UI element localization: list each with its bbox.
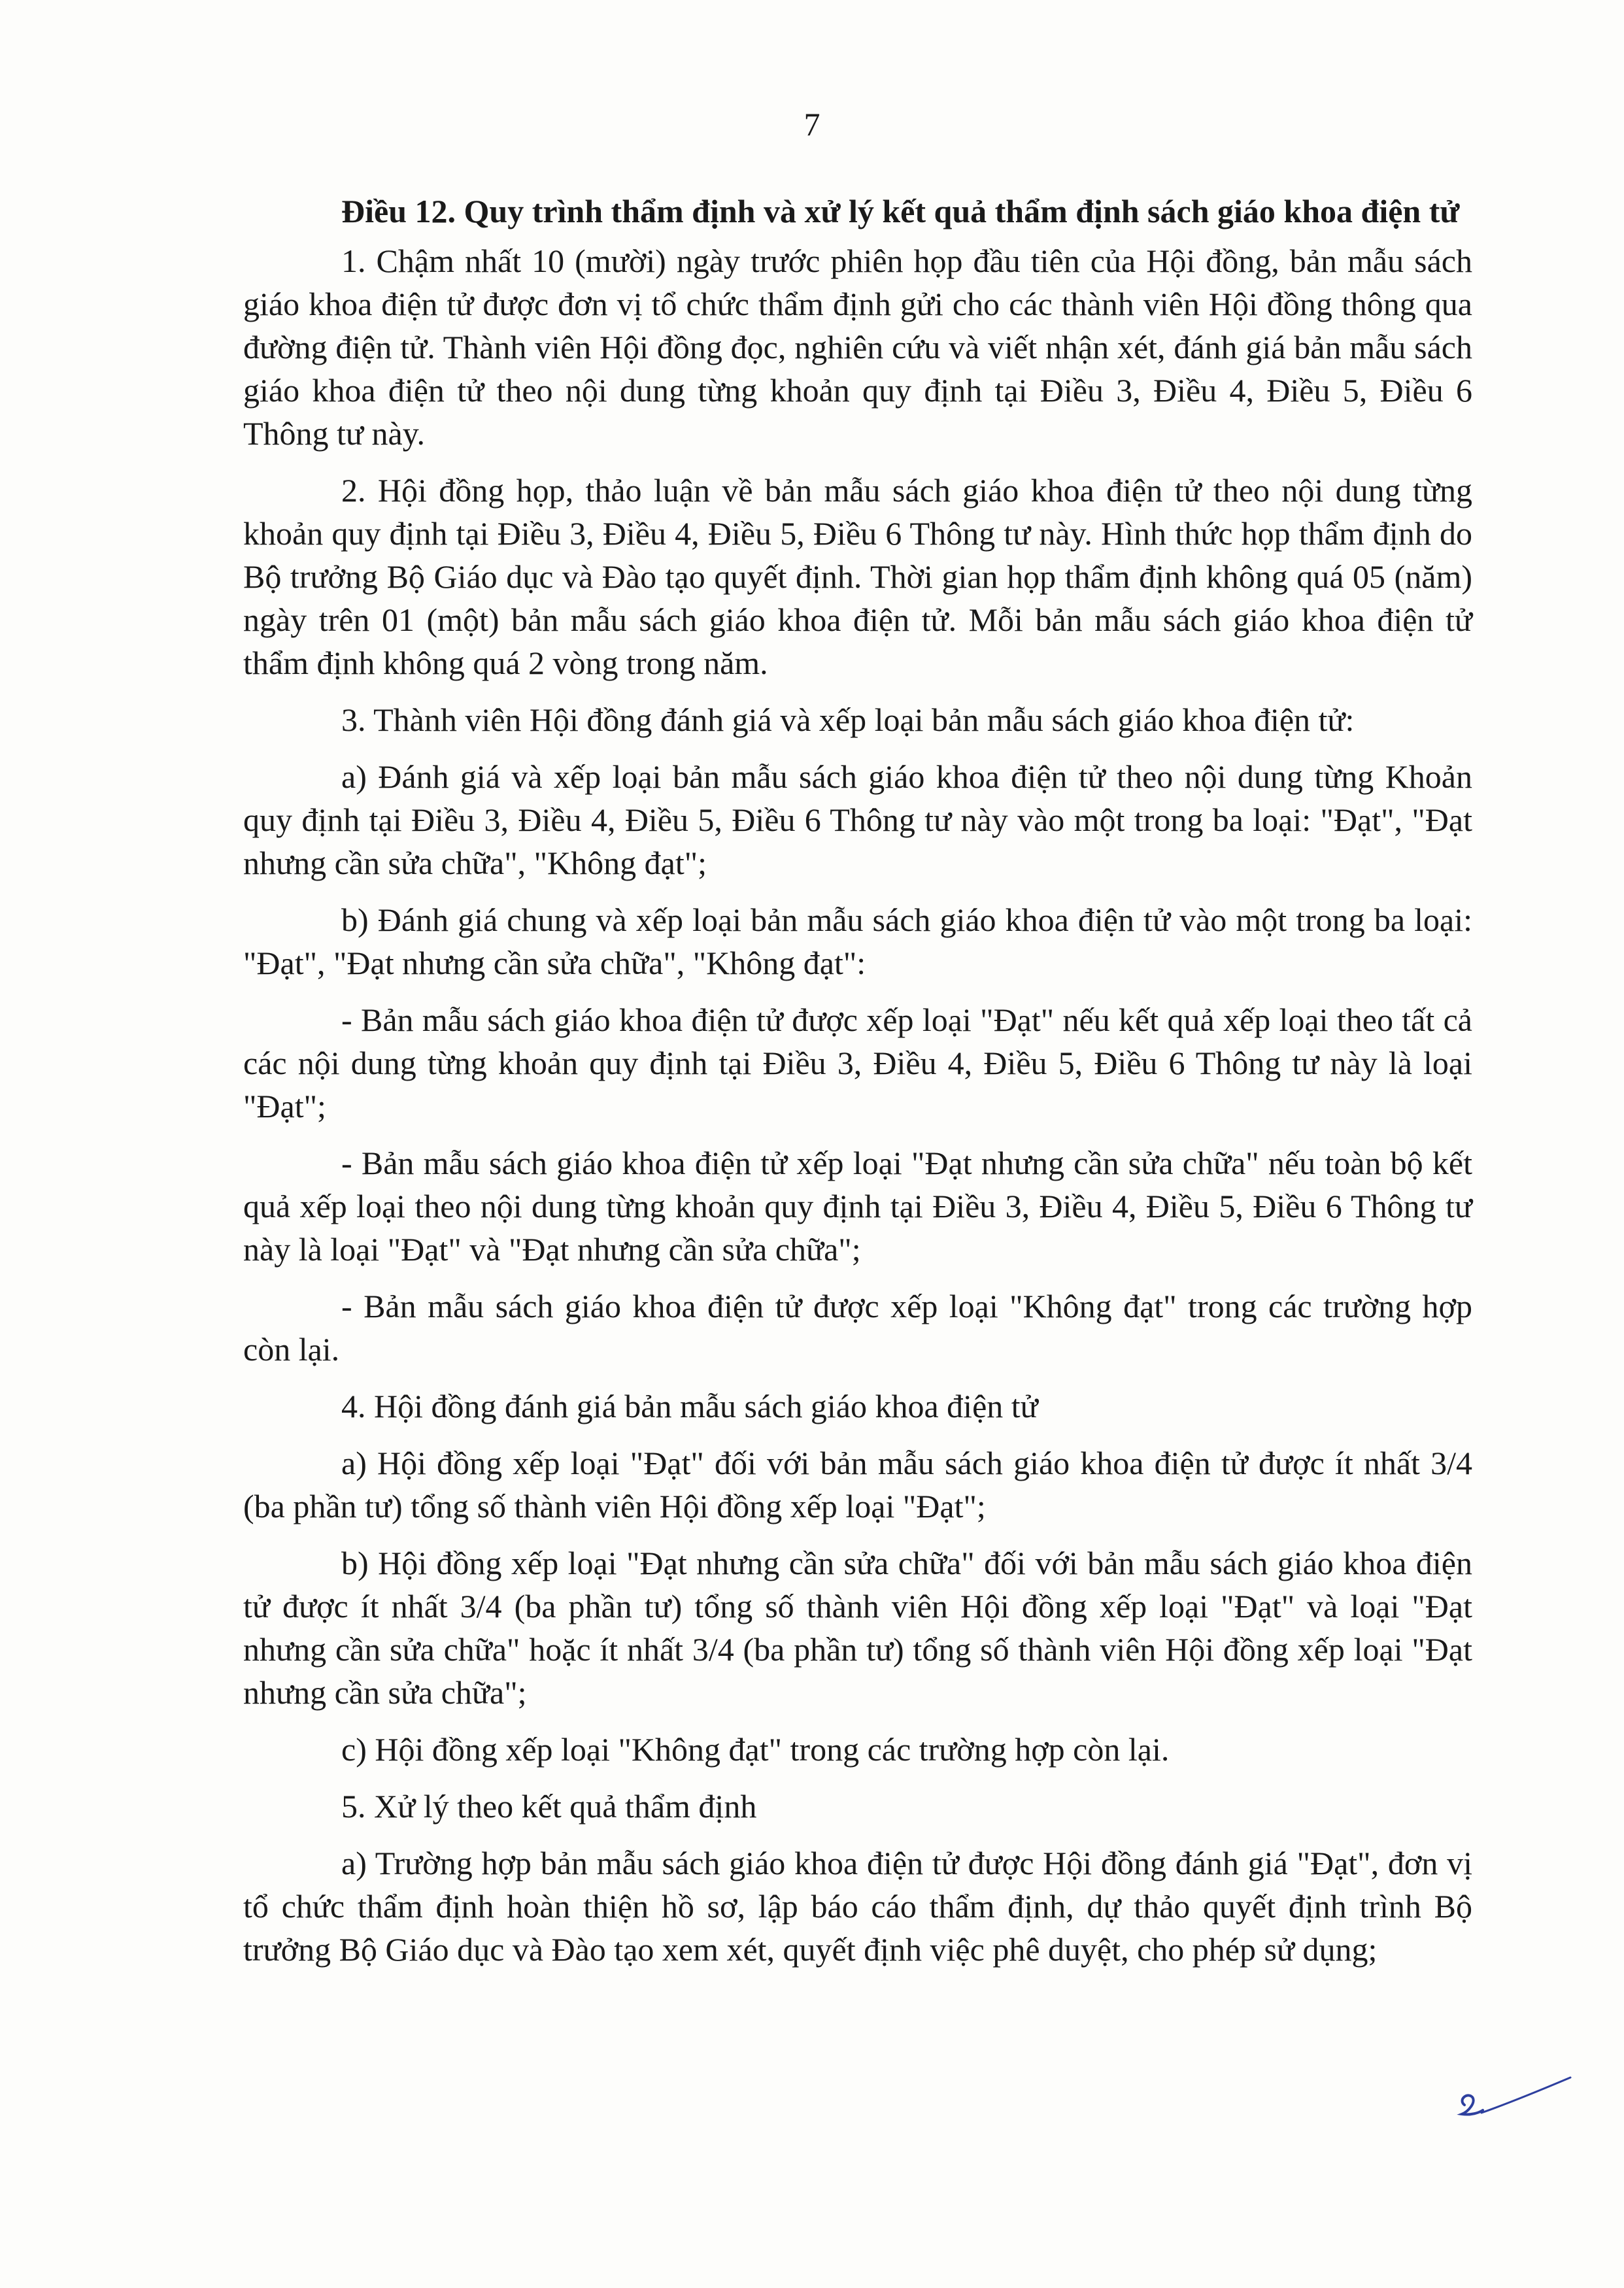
paragraph-clause-4c: c) Hội đồng xếp loại "Không đạt" trong các trường hợp còn lại. (341, 1731, 1170, 1768)
paragraph-clause-5: 5. Xử lý theo kết quả thẩm định (341, 1788, 757, 1825)
paragraph-clause-3b-dash-1: - Bản mẫu sách giáo khoa điện tử được xếp loại "Đạt" nếu kết quả xếp loại theo tất cả các nội dung từng khoản quy định tại Điều 3, Điều 4, Điều 5, Điều 6 Thông tư này là loại "Đạt"; (243, 1001, 1472, 1124)
paragraph-clause-4: 4. Hội đồng đánh giá bản mẫu sách giáo khoa điện tử (341, 1388, 1038, 1424)
page-number: 7 (804, 106, 820, 143)
paragraph-clause-4a: a) Hội đồng xếp loại "Đạt" đối với bản mẫu sách giáo khoa điện tử được ít nhất 3/4 (ba phần tư) tổng số thành viên Hội đồng xếp loại "Đạt"; (243, 1445, 1472, 1524)
paragraph-clause-1: 1. Chậm nhất 10 (mười) ngày trước phiên họp đầu tiên của Hội đồng, bản mẫu sách giáo khoa điện tử được đơn vị tổ chức thẩm định gửi cho các thành viên Hội đồng thông qua đường điện tử. Thành viên Hội đồng đọc, nghiên cứu và viết nhận xét, đánh giá bản mẫu sách giáo khoa điện tử theo nội dung từng khoản quy định tại Điều 3, Điều 4, Điều 5, Điều 6 Thông tư này. (243, 243, 1472, 452)
paragraph-clause-3b-dash-2: - Bản mẫu sách giáo khoa điện tử xếp loại "Đạt nhưng cần sửa chữa" nếu toàn bộ kết quả xếp loại theo nội dung từng khoản quy định tại Điều 3, Điều 4, Điều 5, Điều 6 Thông tư này là loại "Đạt" và "Đạt nhưng cần sửa chữa"; (243, 1145, 1472, 1268)
document-body (243, 190, 1472, 1985)
paragraph-clause-2: 2. Hội đồng họp, thảo luận về bản mẫu sách giáo khoa điện tử theo nội dung từng khoản quy định tại Điều 3, Điều 4, Điều 5, Điều 6 Thông tư này. Hình thức họp thẩm định do Bộ trưởng Bộ Giáo dục và Đào tạo quyết định. Thời gian họp thẩm định không quá 05 (năm) ngày trên 01 (một) bản mẫu sách giáo khoa điện tử. Mỗi bản mẫu sách giáo khoa điện tử thẩm định không quá 2 vòng trong năm. (243, 472, 1472, 681)
paragraph-clause-5a: a) Trường hợp bản mẫu sách giáo khoa điện tử được Hội đồng đánh giá "Đạt", đơn vị tổ chức thẩm định hoàn thiện hồ sơ, lập báo cáo thẩm định, dự thảo quyết định trình Bộ trưởng Bộ Giáo dục và Đào tạo xem xét, quyết định việc phê duyệt, cho phép sử dụng; (243, 1845, 1472, 1968)
paragraph-clause-3a: a) Đánh giá và xếp loại bản mẫu sách giáo khoa điện tử theo nội dung từng Khoản quy định tại Điều 3, Điều 4, Điều 5, Điều 6 Thông tư này vào một trong ba loại: "Đạt", "Đạt nhưng cần sửa chữa", "Không đạt"; (243, 758, 1472, 881)
article-heading: Điều 12. Quy trình thẩm định và xử lý kết quả thẩm định sách giáo khoa điện tử (341, 193, 1460, 229)
initials-signature (1445, 2074, 1576, 2132)
paragraph-clause-4b: b) Hội đồng xếp loại "Đạt nhưng cần sửa chữa" đối với bản mẫu sách giáo khoa điện tử được ít nhất 3/4 (ba phần tư) tổng số thành viên Hội đồng xếp loại "Đạt" và loại "Đạt nhưng cần sửa chữa" hoặc ít nhất 3/4 (ba phần tư) tổng số thành viên Hội đồng xếp loại "Đạt nhưng cần sửa chữa"; (243, 1545, 1472, 1711)
paragraph-clause-3: 3. Thành viên Hội đồng đánh giá và xếp loại bản mẫu sách giáo khoa điện tử: (341, 701, 1355, 738)
paragraph-clause-3b-dash-3: - Bản mẫu sách giáo khoa điện tử được xếp loại "Không đạt" trong các trường hợp còn lại. (243, 1288, 1472, 1368)
paragraph-clause-3b: b) Đánh giá chung và xếp loại bản mẫu sách giáo khoa điện tử vào một trong ba loại: "Đạt", "Đạt nhưng cần sửa chữa", "Không đạt": (243, 901, 1472, 981)
